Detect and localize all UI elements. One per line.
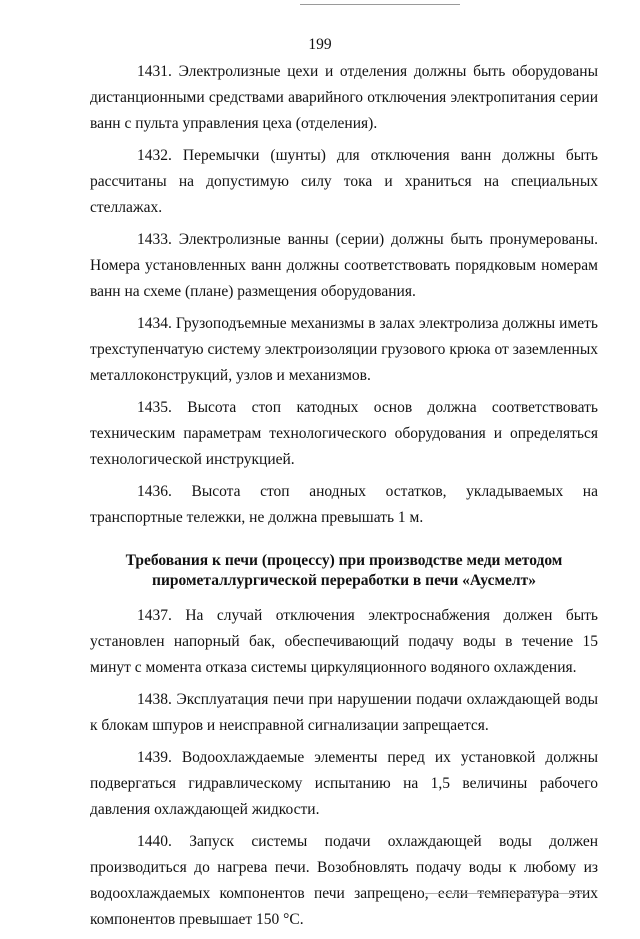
- top-rule: [300, 4, 460, 5]
- paragraph-1431: 1431. Электролизные цехи и отделения должны быть оборудованы дистанционными средствами аварийного отключения электропитания серии ванн с пульта управления цеха (отделения).: [90, 63, 598, 132]
- paragraph-1440: 1440. Запуск системы подачи охлаждающей воды должен производиться до нагрева печи. Возобновлять подачу воды к любому из водоохлаждаемых компонентов печи запрещено, если температура этих компонентов превышает 150 °С.: [90, 833, 598, 928]
- paragraph-1434: 1434. Грузоподъемные механизмы в залах электролиза должны иметь трехступенчатую систему электроизоляции грузового крюка от заземленных металлоконструкций, узлов и механизмов.: [90, 315, 598, 384]
- page-number: 199: [308, 36, 332, 53]
- paragraph-1439: 1439. Водоохлаждаемые элементы перед их установкой должны подвергаться гидравлическому испытанию на 1,5 величины рабочего давления охлаждающей жидкости.: [90, 749, 598, 818]
- document-body: [90, 59, 598, 939]
- paragraph-1432: 1432. Перемычки (шунты) для отключения ванн должны быть рассчитаны на допустимую силу тока и храниться на специальных стеллажах.: [90, 147, 598, 216]
- bottom-rule: [425, 893, 585, 894]
- paragraph-1438: 1438. Эксплуатация печи при нарушении подачи охлаждающей воды к блокам шпуров и неисправной сигнализации запрещается.: [90, 691, 598, 734]
- paragraph-1437: 1437. На случай отключения электроснабжения должен быть установлен напорный бак, обеспечивающий подачу воды в течение 15 минут с момента отказа системы циркуляционного водяного охлаждения.: [90, 607, 598, 676]
- paragraph-1436: 1436. Высота стоп анодных остатков, укладываемых на транспортные тележки, не должна превышать 1 м.: [90, 483, 598, 526]
- paragraph-1435: 1435. Высота стоп катодных основ должна соответствовать техническим параметрам технологического оборудования и определяться технологической инструкцией.: [90, 399, 598, 468]
- section-heading: Требования к печи (процессу) при производстве меди методом пирометаллургической переработки в печи «Аусмелт»: [125, 552, 563, 589]
- paragraph-1433: 1433. Электролизные ванны (серии) должны быть пронумерованы. Номера установленных ванн должны соответствовать порядковым номерам ванн на схеме (плане) размещения оборудования.: [90, 231, 598, 300]
